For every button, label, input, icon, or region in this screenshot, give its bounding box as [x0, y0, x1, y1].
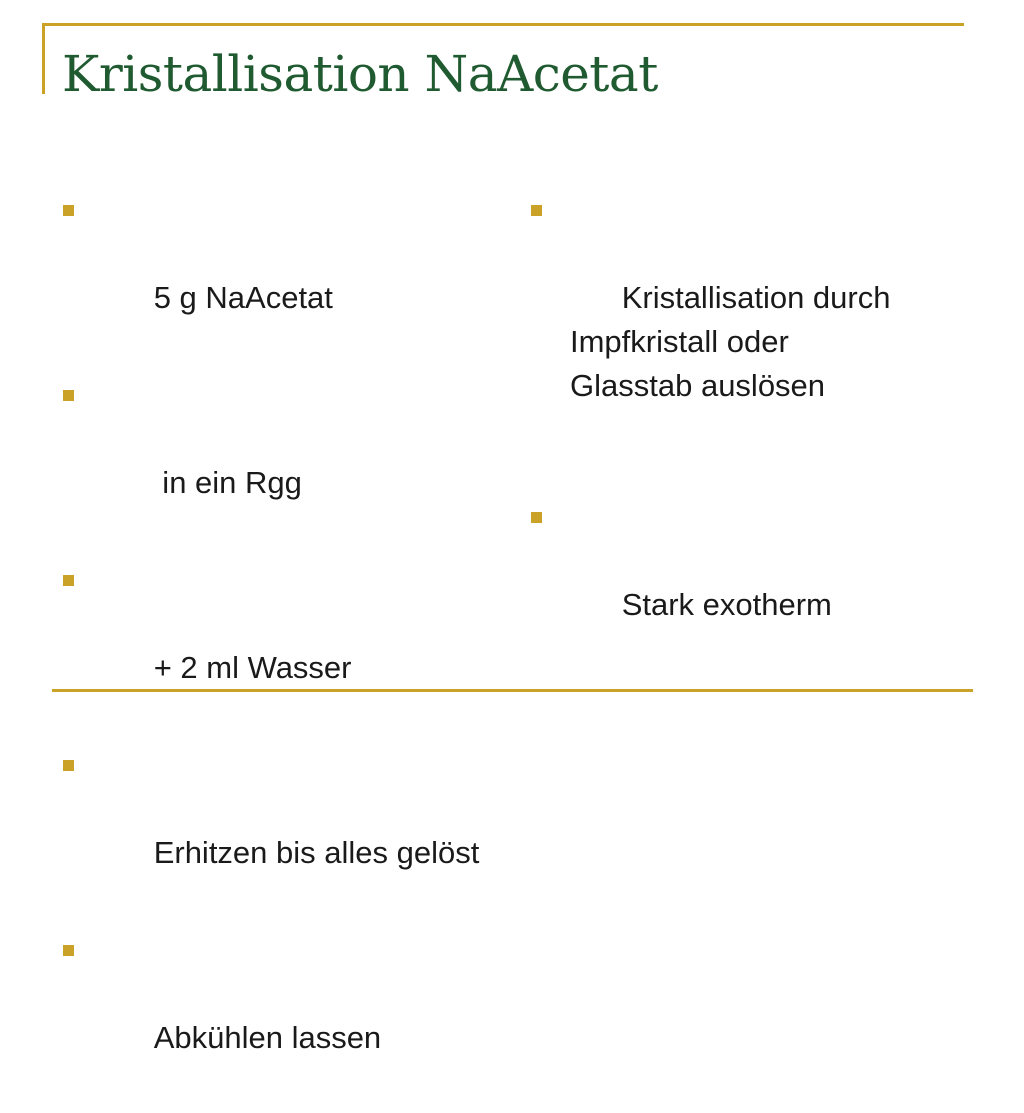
list-item — [60, 928, 500, 1104]
list-item-text: 5 g NaAcetat — [153, 280, 333, 315]
list-item-text: Abkühlen lassen — [153, 1020, 382, 1055]
bullet-list-left — [60, 188, 500, 1113]
top-accent-line — [42, 23, 964, 26]
list-item-text: Kristallisation durch Impfkristall oder Glasstab auslösen — [570, 280, 891, 403]
bottom-accent-line — [52, 689, 973, 692]
square-bullet-icon — [531, 512, 542, 523]
list-item — [528, 495, 948, 671]
list-item — [60, 373, 500, 549]
left-accent-line — [42, 23, 45, 94]
list-item-text: Stark exotherm — [621, 587, 832, 622]
list-item — [60, 558, 500, 734]
list-item-text: Erhitzen bis alles gelöst — [153, 835, 480, 870]
square-bullet-icon — [63, 575, 74, 586]
square-bullet-icon — [531, 205, 542, 216]
list-item-text: in ein Rgg — [153, 465, 302, 500]
list-item — [528, 188, 948, 452]
square-bullet-icon — [63, 760, 74, 771]
bullet-list-right — [528, 188, 948, 671]
square-bullet-icon — [63, 205, 74, 216]
list-item — [60, 743, 500, 919]
slide-title: Kristallisation NaAcetat — [62, 45, 658, 103]
square-bullet-icon — [63, 390, 74, 401]
list-item-text: + 2 ml Wasser — [153, 650, 352, 685]
list-item — [60, 188, 500, 364]
square-bullet-icon — [63, 945, 74, 956]
